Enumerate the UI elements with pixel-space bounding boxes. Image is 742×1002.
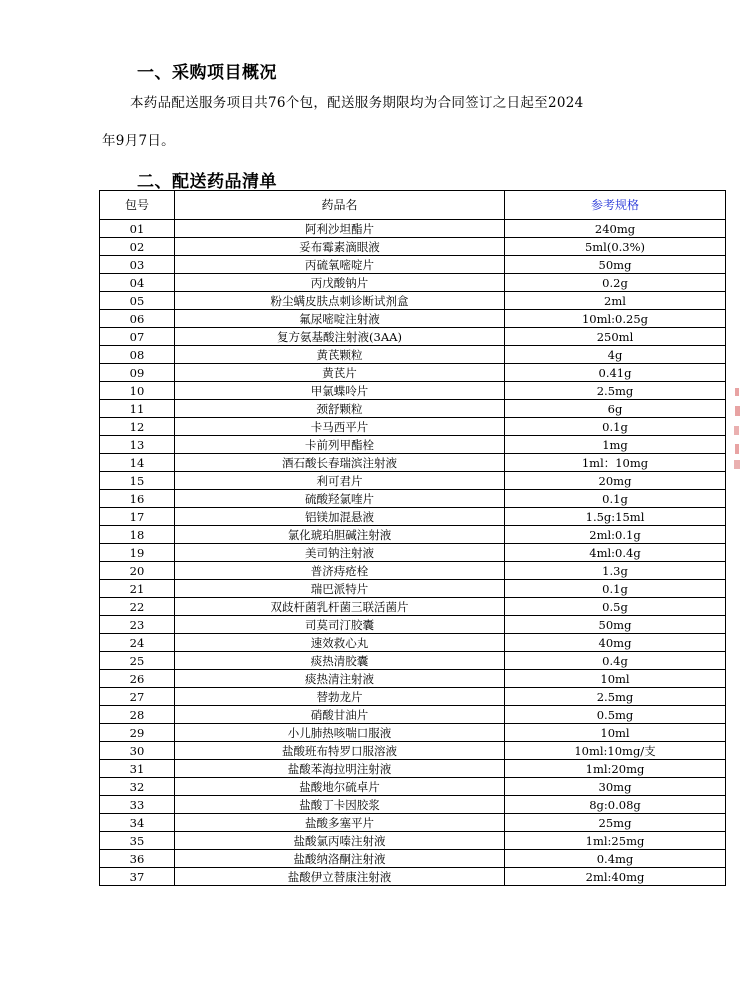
cell-drug-name: 复方氨基酸注射液(3AA) — [175, 328, 505, 346]
cell-spec: 240mg — [505, 220, 726, 238]
cell-drug-name: 硫酸羟氯喹片 — [175, 490, 505, 508]
cell-drug-name: 卡马西平片 — [175, 418, 505, 436]
table-row — [100, 850, 726, 868]
cell-spec: 2ml:40mg — [505, 868, 726, 886]
cell-drug-name: 粉尘螨皮肤点刺诊断试剂盒 — [175, 292, 505, 310]
cell-spec: 1mg — [505, 436, 726, 454]
header-reference-spec: 参考规格 — [505, 191, 726, 220]
cell-package-no: 11 — [100, 400, 175, 418]
cell-spec: 10ml — [505, 724, 726, 742]
table-row — [100, 832, 726, 850]
cell-spec: 10ml:10mg/支 — [505, 742, 726, 760]
cell-spec: 0.1g — [505, 490, 726, 508]
cell-drug-name: 司莫司汀胶囊 — [175, 616, 505, 634]
table-row — [100, 238, 726, 256]
cell-spec: 1.5g:15ml — [505, 508, 726, 526]
table-row — [100, 670, 726, 688]
cell-drug-name: 酒石酸长春瑞滨注射液 — [175, 454, 505, 472]
cell-spec: 0.5g — [505, 598, 726, 616]
cell-drug-name: 丙硫氧嘧啶片 — [175, 256, 505, 274]
cell-package-no: 05 — [100, 292, 175, 310]
table-row — [100, 436, 726, 454]
cell-spec: 50mg — [505, 616, 726, 634]
cell-package-no: 16 — [100, 490, 175, 508]
cell-package-no: 22 — [100, 598, 175, 616]
cell-package-no: 15 — [100, 472, 175, 490]
table-row — [100, 274, 726, 292]
cell-drug-name: 黄芪颗粒 — [175, 346, 505, 364]
table-row — [100, 526, 726, 544]
cell-spec: 6g — [505, 400, 726, 418]
cell-drug-name: 丙戊酸钠片 — [175, 274, 505, 292]
table-row — [100, 490, 726, 508]
table-row — [100, 364, 726, 382]
cell-package-no: 24 — [100, 634, 175, 652]
cell-package-no: 25 — [100, 652, 175, 670]
cell-spec: 2ml:0.1g — [505, 526, 726, 544]
cell-drug-name: 速效救心丸 — [175, 634, 505, 652]
cell-drug-name: 盐酸地尔硫卓片 — [175, 778, 505, 796]
cell-drug-name: 利可君片 — [175, 472, 505, 490]
table-row — [100, 256, 726, 274]
cell-spec: 0.4mg — [505, 850, 726, 868]
cell-spec: 8g:0.08g — [505, 796, 726, 814]
cell-package-no: 17 — [100, 508, 175, 526]
cell-package-no: 37 — [100, 868, 175, 886]
cell-package-no: 23 — [100, 616, 175, 634]
table-row — [100, 580, 726, 598]
table-row — [100, 220, 726, 238]
cell-package-no: 06 — [100, 310, 175, 328]
cell-drug-name: 盐酸伊立替康注射液 — [175, 868, 505, 886]
cell-package-no: 34 — [100, 814, 175, 832]
cell-package-no: 19 — [100, 544, 175, 562]
cell-spec: 250ml — [505, 328, 726, 346]
table-row — [100, 454, 726, 472]
cell-drug-name: 痰热清注射液 — [175, 670, 505, 688]
cell-spec: 50mg — [505, 256, 726, 274]
cell-package-no: 21 — [100, 580, 175, 598]
cell-spec: 25mg — [505, 814, 726, 832]
cell-drug-name: 硝酸甘油片 — [175, 706, 505, 724]
table-row — [100, 742, 726, 760]
cell-spec: 2.5mg — [505, 688, 726, 706]
cell-package-no: 35 — [100, 832, 175, 850]
cell-spec: 0.4g — [505, 652, 726, 670]
cell-spec: 10ml:0.25g — [505, 310, 726, 328]
overview-paragraph-line1: 本药品配送服务项目共76个包，配送服务期限均为合同签订之日起至2024 — [130, 95, 584, 111]
table-row — [100, 814, 726, 832]
table-row — [100, 598, 726, 616]
cell-spec: 4ml:0.4g — [505, 544, 726, 562]
cell-spec: 0.1g — [505, 580, 726, 598]
cell-drug-name: 普济痔疮栓 — [175, 562, 505, 580]
table-row — [100, 706, 726, 724]
table-row — [100, 652, 726, 670]
cell-drug-name: 盐酸氯丙嗪注射液 — [175, 832, 505, 850]
cell-spec: 20mg — [505, 472, 726, 490]
table-row — [100, 310, 726, 328]
cell-drug-name: 盐酸丁卡因胶浆 — [175, 796, 505, 814]
table-row — [100, 544, 726, 562]
cell-spec: 0.2g — [505, 274, 726, 292]
table-row — [100, 760, 726, 778]
table-row — [100, 292, 726, 310]
cell-package-no: 28 — [100, 706, 175, 724]
cell-package-no: 36 — [100, 850, 175, 868]
header-drug-name: 药品名 — [175, 191, 505, 220]
cell-package-no: 30 — [100, 742, 175, 760]
cell-spec: 0.1g — [505, 418, 726, 436]
cell-spec: 1ml:25mg — [505, 832, 726, 850]
cell-drug-name: 卡前列甲酯栓 — [175, 436, 505, 454]
cell-spec: 0.41g — [505, 364, 726, 382]
drug-list-table — [99, 190, 726, 886]
table-row — [100, 616, 726, 634]
cell-package-no: 03 — [100, 256, 175, 274]
cell-package-no: 18 — [100, 526, 175, 544]
cell-drug-name: 盐酸多塞平片 — [175, 814, 505, 832]
cell-drug-name: 盐酸苯海拉明注射液 — [175, 760, 505, 778]
table-row — [100, 868, 726, 886]
cell-package-no: 13 — [100, 436, 175, 454]
cell-drug-name: 盐酸纳洛酮注射液 — [175, 850, 505, 868]
cell-package-no: 31 — [100, 760, 175, 778]
cell-spec: 1ml:20mg — [505, 760, 726, 778]
cell-package-no: 26 — [100, 670, 175, 688]
table-row — [100, 382, 726, 400]
table-row — [100, 724, 726, 742]
cell-spec: 10ml — [505, 670, 726, 688]
cell-drug-name: 小儿肺热咳喘口服液 — [175, 724, 505, 742]
table-row — [100, 328, 726, 346]
table-row — [100, 796, 726, 814]
section-heading-drug-list: 二、配送药品清单 — [137, 172, 277, 192]
cell-drug-name: 替勃龙片 — [175, 688, 505, 706]
cell-package-no: 09 — [100, 364, 175, 382]
table-row — [100, 508, 726, 526]
cell-drug-name: 盐酸班布特罗口服溶液 — [175, 742, 505, 760]
table-row — [100, 418, 726, 436]
cell-drug-name: 氯化琥珀胆碱注射液 — [175, 526, 505, 544]
cell-spec: 1ml：10mg — [505, 454, 726, 472]
cell-drug-name: 铝镁加混悬液 — [175, 508, 505, 526]
cell-drug-name: 阿利沙坦酯片 — [175, 220, 505, 238]
cell-drug-name: 双歧杆菌乳杆菌三联活菌片 — [175, 598, 505, 616]
table-row — [100, 778, 726, 796]
cell-drug-name: 瑞巴派特片 — [175, 580, 505, 598]
cell-drug-name: 氟尿嘧啶注射液 — [175, 310, 505, 328]
cell-drug-name: 痰热清胶囊 — [175, 652, 505, 670]
cell-spec: 2.5mg — [505, 382, 726, 400]
overview-paragraph-line2: 年9月7日。 — [102, 133, 175, 149]
table-row — [100, 472, 726, 490]
cell-package-no: 08 — [100, 346, 175, 364]
cell-package-no: 12 — [100, 418, 175, 436]
header-package-no: 包号 — [100, 191, 175, 220]
cell-package-no: 07 — [100, 328, 175, 346]
cell-package-no: 04 — [100, 274, 175, 292]
cell-drug-name: 妥布霉素滴眼液 — [175, 238, 505, 256]
cell-package-no: 20 — [100, 562, 175, 580]
cell-drug-name: 美司钠注射液 — [175, 544, 505, 562]
table-row — [100, 634, 726, 652]
table-row — [100, 562, 726, 580]
cell-package-no: 01 — [100, 220, 175, 238]
table-row — [100, 688, 726, 706]
cell-drug-name: 甲氯蝶呤片 — [175, 382, 505, 400]
cell-package-no: 27 — [100, 688, 175, 706]
cell-package-no: 02 — [100, 238, 175, 256]
cell-package-no: 14 — [100, 454, 175, 472]
cell-spec: 30mg — [505, 778, 726, 796]
table-body — [100, 220, 726, 886]
cell-package-no: 32 — [100, 778, 175, 796]
table-header-row — [100, 191, 726, 220]
margin-stamp-mark — [733, 386, 741, 472]
table-row — [100, 346, 726, 364]
section-heading-overview: 一、采购项目概况 — [137, 63, 277, 83]
cell-spec: 40mg — [505, 634, 726, 652]
cell-package-no: 33 — [100, 796, 175, 814]
cell-drug-name: 颈舒颗粒 — [175, 400, 505, 418]
cell-spec: 1.3g — [505, 562, 726, 580]
cell-package-no: 10 — [100, 382, 175, 400]
cell-package-no: 29 — [100, 724, 175, 742]
cell-spec: 2ml — [505, 292, 726, 310]
cell-drug-name: 黄芪片 — [175, 364, 505, 382]
table-row — [100, 400, 726, 418]
cell-spec: 4g — [505, 346, 726, 364]
cell-spec: 0.5mg — [505, 706, 726, 724]
cell-spec: 5ml(0.3%) — [505, 238, 726, 256]
